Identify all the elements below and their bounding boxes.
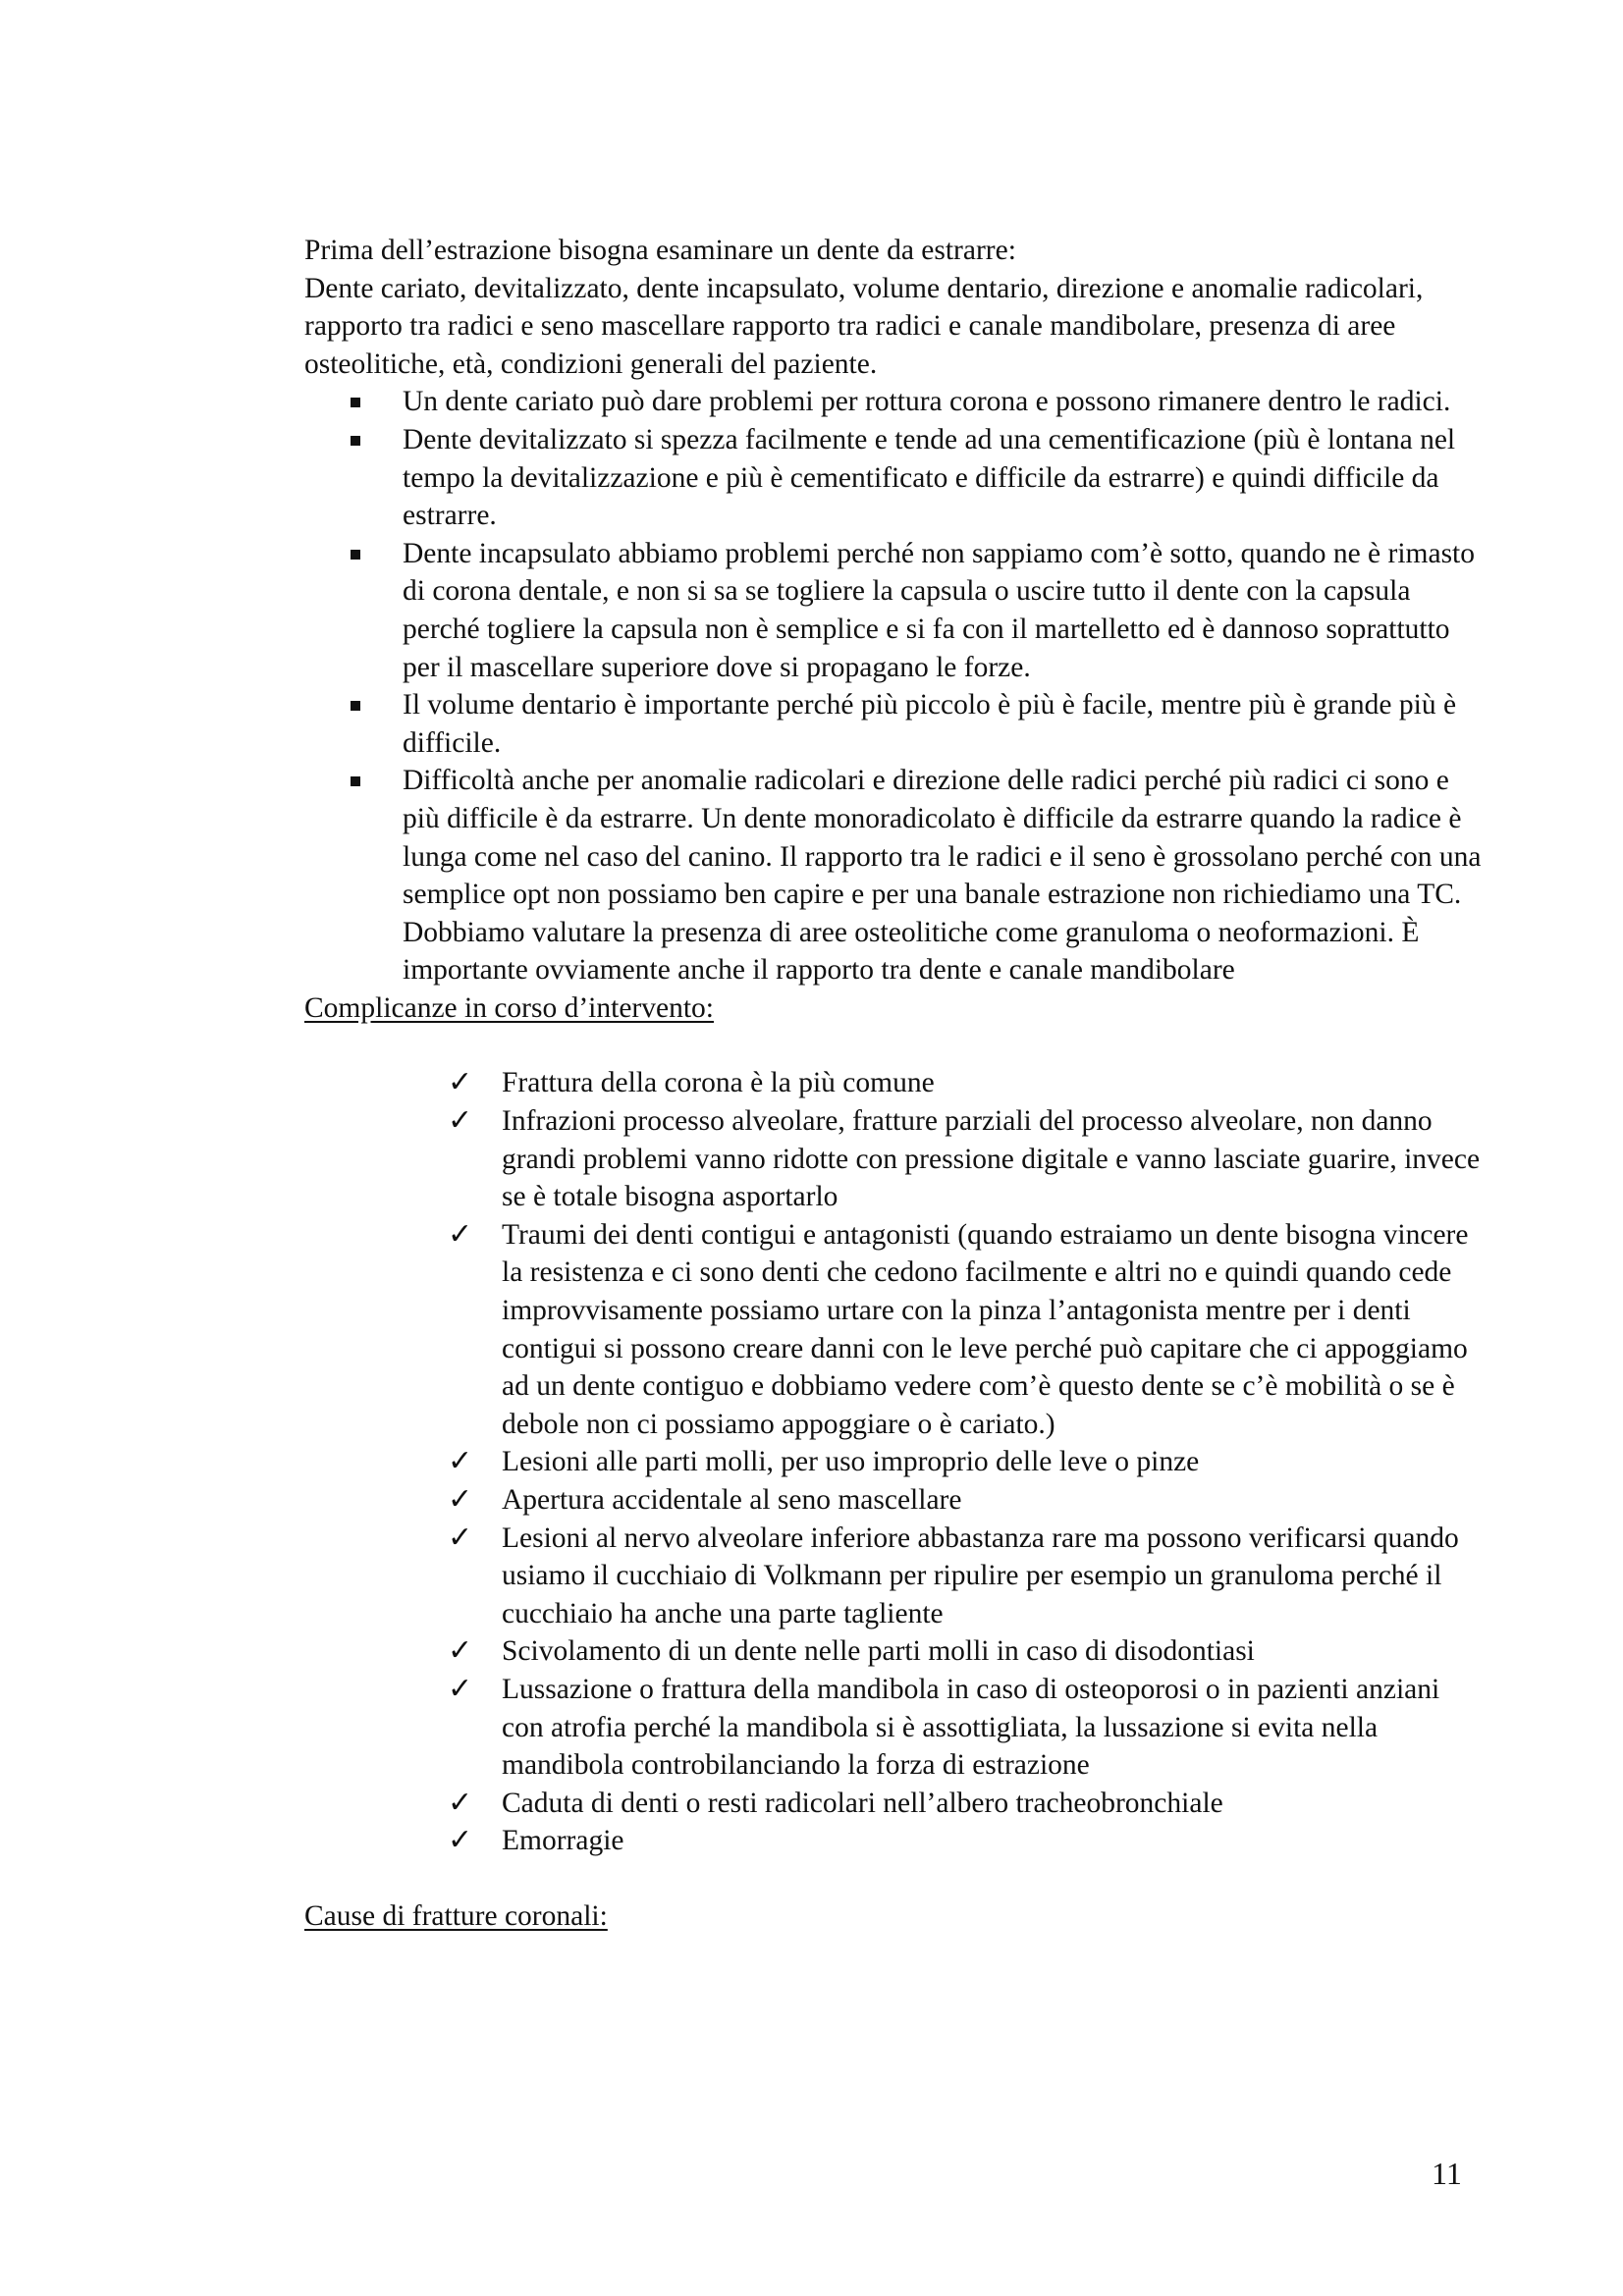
list-item: [304, 1102, 1483, 1216]
square-bullet-icon: [351, 701, 360, 711]
list-item-text: Lesioni alle parti molli, per uso improprio delle leve o pinze: [502, 1446, 1200, 1478]
list-item-text: Traumi dei denti contigui e antagonisti (quando estraiamo un dente bisogna vincere la resistenza e ci sono denti che cedono facilmente e altri no e quindi quando cede improvvisamente possiamo urtare con la pinza l’antagonista mentre per i denti contigui si possono creare danni con le leve perché può capitare che ci appoggiamo ad un dente contiguo e dobbiamo vedere com’è questo dente se c’è mobilità o se è debole non ci possiamo appoggiare o è cariato.): [502, 1218, 1469, 1440]
list-item: [304, 1822, 1483, 1860]
square-bullet-icon: [351, 436, 360, 446]
checkmark-icon: ✓: [448, 1671, 473, 1706]
list-item-text: Dente devitalizzato si spezza facilmente e tende ad una cementificazione (più è lontana nel tempo la devitalizzazione e più è cementificato e difficile da estrarre) e quindi difficile da estrarre.: [403, 423, 1456, 532]
checkmark-icon: ✓: [448, 1216, 473, 1252]
checkmark-icon: ✓: [448, 1482, 473, 1517]
list-item-text: Emorragie: [502, 1825, 624, 1857]
list-item-text: Lussazione o frattura della mandibola in caso di osteoporosi o in pazienti anziani con atrofia perché la mandibola si è assottigliata, la lussazione si evita nella mandibola controbilanciando la forza di estrazione: [502, 1673, 1440, 1782]
list-item: [304, 1632, 1483, 1671]
list-item: [304, 686, 1483, 762]
checkmark-icon: ✓: [448, 1444, 473, 1479]
list-item-text: Infrazioni processo alveolare, fratture parziali del processo alveolare, non danno grandi problemi vanno ridotte con pressione digitale e vanno lasciate guarire, invece se è totale bisogna asportarlo: [502, 1105, 1481, 1213]
list-item: [304, 1064, 1483, 1102]
list-item-text: Lesioni al nervo alveolare inferiore abbastanza rare ma possono verificarsi quando usiamo il cucchiaio di Volkmann per ripulire per esempio un granuloma perché il cucchiaio ha anche una parte tagliente: [502, 1522, 1459, 1629]
list-item-text: Difficoltà anche per anomalie radicolari e direzione delle radici perché più radici ci sono e più difficile è da estrarre. Un dente monoradicolato è difficile da estrarre quando la radice è lunga come nel caso del canino. Il rapporto tra le radici e il seno è grossolano perché con una semplice opt non possiamo ben capire e per una banale estrazione non richiediamo una TC. Dobbiamo valutare la presenza di aree osteolitiche come granuloma o neoformazioni. È importante ovviamente anche il rapporto tra dente e canale mandibolare: [403, 765, 1482, 987]
checkmark-icon: ✓: [448, 1103, 473, 1139]
factors-list: [304, 383, 1483, 989]
square-bullet-icon: [351, 550, 360, 560]
list-item-text: Un dente cariato può dare problemi per rottura corona e possono rimanere dentro le radici.: [403, 386, 1451, 418]
intro-line: Prima dell’estrazione bisogna esaminare un dente da estrarre:: [304, 235, 1016, 266]
fractures-heading: Cause di fratture coronali:: [304, 1899, 608, 1932]
list-item-text: Il volume dentario è importante perché più piccolo è più è facile, mentre più è grande più è difficile.: [403, 689, 1457, 759]
page-number: 11: [1432, 2156, 1462, 2191]
list-item-text: Caduta di denti o resti radicolari nell’albero tracheobronchiale: [502, 1787, 1223, 1819]
page-content: [304, 232, 1483, 1936]
checkmark-icon: ✓: [448, 1065, 473, 1100]
list-item: [304, 1443, 1483, 1481]
complications-list: [304, 1064, 1483, 1859]
list-item: [304, 762, 1483, 989]
list-item-text: Frattura della corona è la più comune: [502, 1067, 935, 1099]
list-item: [304, 1481, 1483, 1520]
checkmark-icon: ✓: [448, 1785, 473, 1820]
checkmark-icon: ✓: [448, 1633, 473, 1669]
list-item-text: Scivolamento di un dente nelle parti molli in caso di disodontiasi: [502, 1635, 1255, 1668]
list-item: [304, 1520, 1483, 1633]
list-item-text: Dente incapsulato abbiamo problemi perché non sappiamo com’è sotto, quando ne è rimasto di corona dentale, e non si sa se togliere la capsula o uscire tutto il dente con la capsula perché togliere la capsula non è semplice e si fa con il martelletto ed è dannoso soprattutto per il mascellare superiore dove si propagano le forze.: [403, 537, 1476, 683]
complications-heading: Complicanze in corso d’intervento:: [304, 991, 714, 1024]
checkmark-icon: ✓: [448, 1823, 473, 1858]
list-item: [304, 1785, 1483, 1823]
checkmark-icon: ✓: [448, 1520, 473, 1555]
list-item: [304, 535, 1483, 686]
list-item: [304, 421, 1483, 535]
list-item: [304, 383, 1483, 421]
list-item: [304, 1216, 1483, 1444]
list-item-text: Apertura accidentale al seno mascellare: [502, 1484, 962, 1516]
intro-paragraph: Dente cariato, devitalizzato, dente incapsulato, volume dentario, direzione e anomalie radicolari, rapporto tra radici e seno mascellare rapporto tra radici e canale mandibolare, presenza di aree osteolitiche, età, condizioni generali del paziente.: [304, 272, 1424, 380]
square-bullet-icon: [351, 398, 360, 407]
square-bullet-icon: [351, 776, 360, 786]
list-item: [304, 1671, 1483, 1785]
